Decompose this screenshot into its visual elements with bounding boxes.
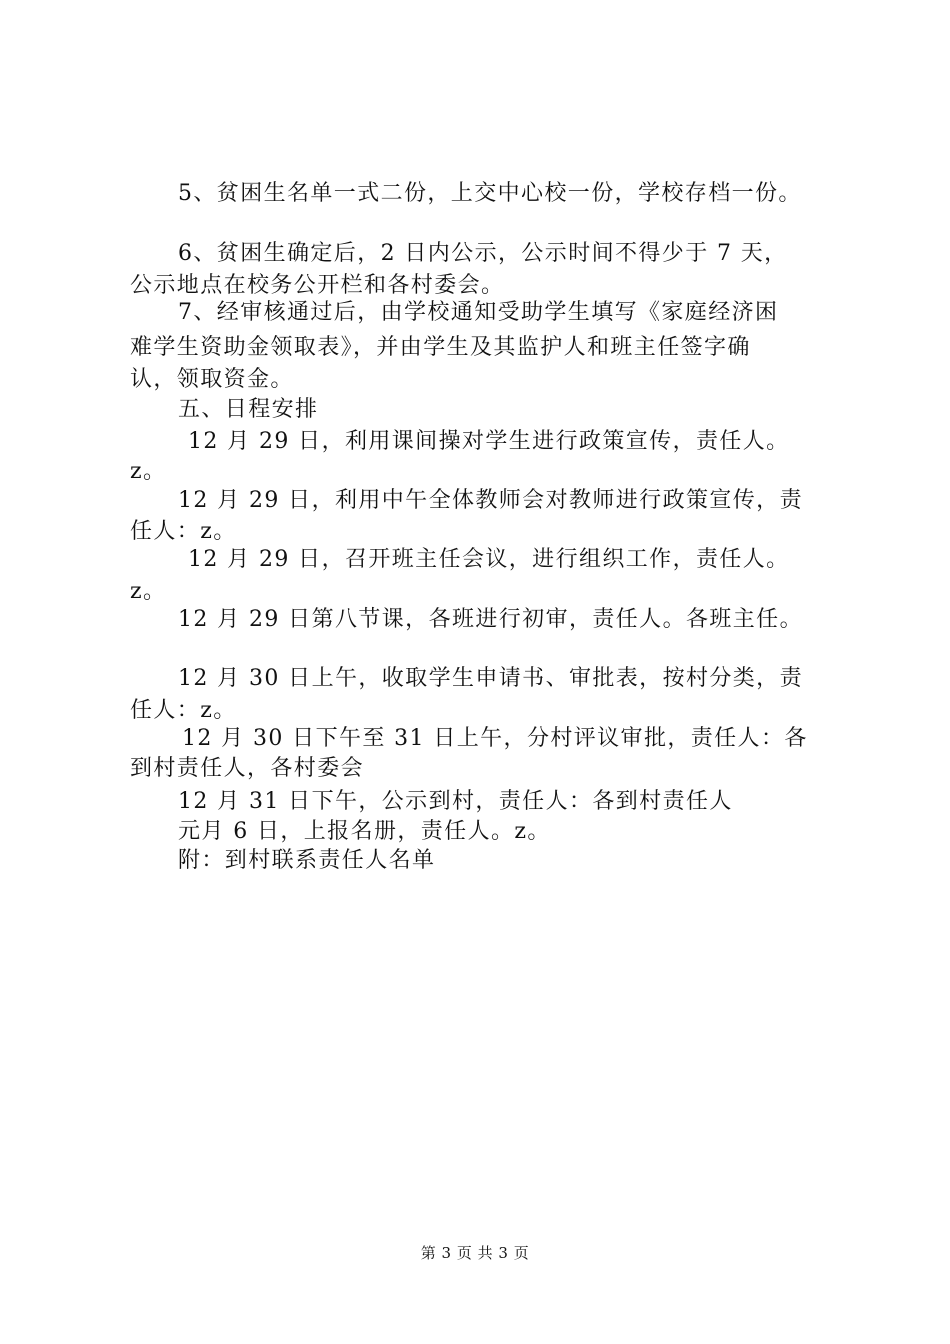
text-line: 12 月 29 日，利用课间操对学生进行政策宣传，责任人。	[188, 429, 790, 454]
text-line: 难学生资助金领取表》，并由学生及其监护人和班主任签字确	[130, 335, 751, 360]
text-line: z。	[130, 459, 167, 484]
section-heading: 五、日程安排	[178, 397, 319, 422]
text-line: 公示地点在校务公开栏和各村委会。	[130, 273, 505, 298]
text-line: 任人：z。	[130, 519, 237, 544]
text-line: 12 月 30 日上午，收取学生申请书、审批表，按村分类，责	[178, 666, 803, 691]
text-line: 任人：z。	[130, 698, 237, 723]
text-line: 12 月 29 日，召开班主任会议，进行组织工作，责任人。	[188, 547, 790, 572]
text-line: 12 月 30 日下午至 31 日上午，分村评议审批，责任人：各	[182, 726, 808, 751]
text-line: 6、贫困生确定后，2 日内公示，公示时间不得少于 7 天，	[178, 241, 788, 266]
text-line: 附：到村联系责任人名单	[178, 848, 436, 873]
text-line: 12 月 29 日，利用中午全体教师会对教师进行政策宣传，责	[178, 488, 803, 513]
text-line: 7、经审核通过后，由学校通知受助学生填写《家庭经济困	[178, 300, 779, 325]
text-line: 12 月 29 日第八节课，各班进行初审，责任人。各班主任。	[178, 607, 803, 632]
page-number-footer: 第 3 页 共 3 页	[420, 1244, 530, 1262]
text-line: 到村责任人，各村委会	[130, 756, 365, 781]
text-line: 12 月 31 日下午，公示到村，责任人：各到村责任人	[178, 789, 733, 814]
text-line: 5、贫困生名单一式二份，上交中心校一份，学校存档一份。	[178, 181, 802, 206]
text-line: 认，领取资金。	[130, 367, 294, 392]
text-line: 元月 6 日，上报名册，责任人。z。	[178, 819, 551, 844]
text-line: z。	[130, 579, 167, 604]
